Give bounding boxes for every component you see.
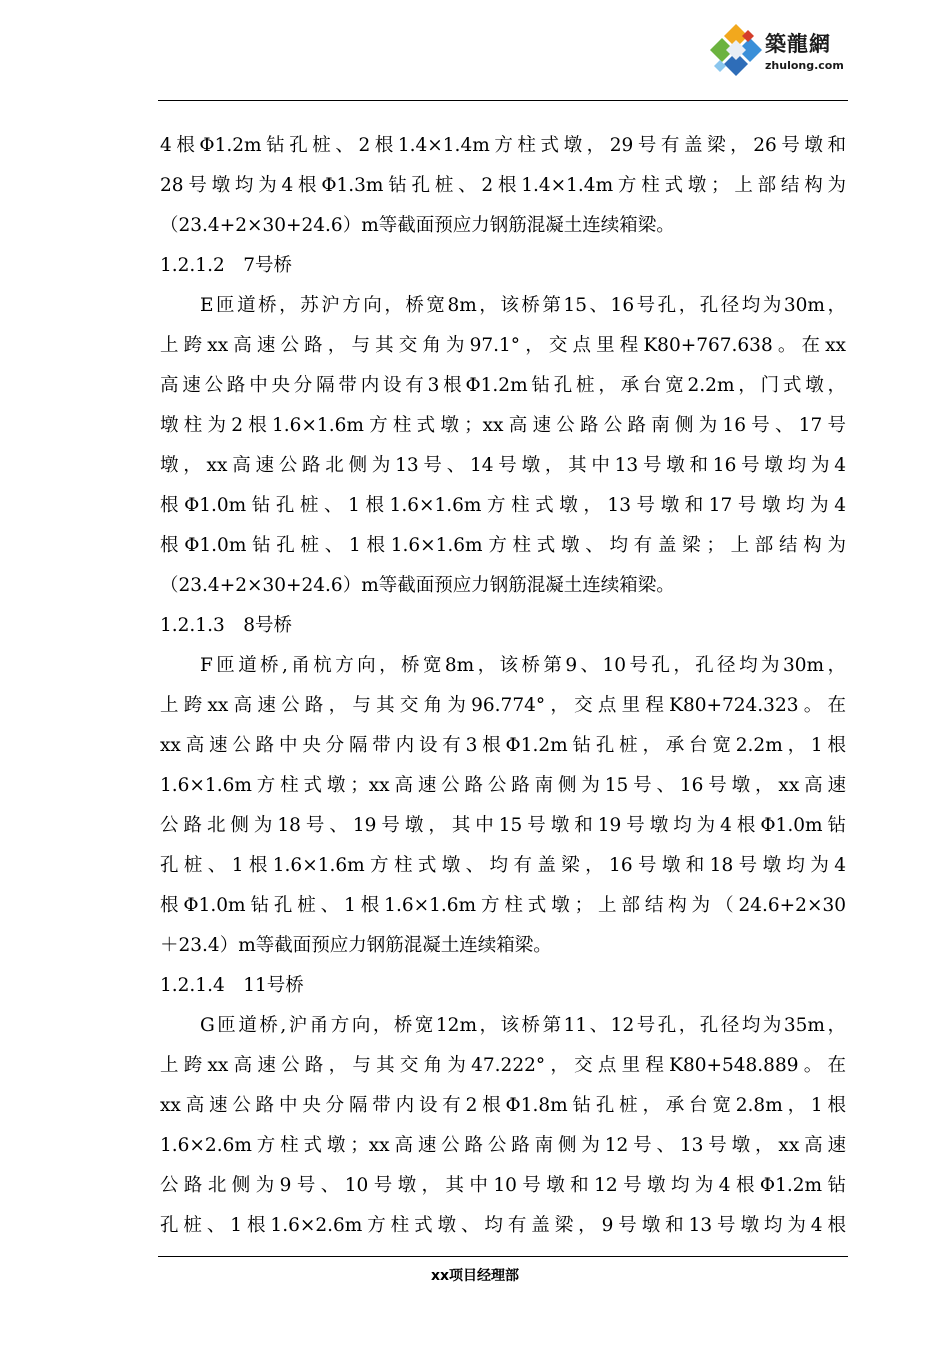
text-line: （23.4+2×30+24.6）m等截面预应力钢筋混凝土连续箱梁。 [160, 215, 675, 236]
text-line: 公路北侧为9号、10号墩，其中10号墩和12号墩均为4根Φ1.2m钻 [160, 1175, 846, 1196]
text-line: F匝道桥,甬杭方向，桥宽8m，该桥第9、10号孔，孔径均为30m， [200, 655, 846, 676]
header-divider [158, 100, 848, 101]
text-line: 高速公路中央分隔带内设有3根Φ1.2m钻孔桩，承台宽2.2m，门式墩， [160, 375, 846, 396]
footer-divider [158, 1256, 848, 1257]
text-line: 公路北侧为18号、19号墩，其中15号墩和19号墩均为4根Φ1.0m钻 [160, 815, 846, 836]
text-line: 28号墩均为4根Φ1.3m钻孔桩、2根1.4×1.4m方柱式墩；上部结构为 [160, 175, 846, 196]
text-line: 1.6×2.6m方柱式墩；xx高速公路公路南侧为12号、13号墩，xx高速 [160, 1135, 846, 1156]
text-line: 上跨xx高速公路，与其交角为97.1°，交点里程K80+767.638。在xx [160, 335, 846, 356]
text-line: 孔桩、1根1.6×2.6m方柱式墩、均有盖梁，9号墩和13号墩均为4根 [160, 1215, 846, 1236]
text-line: G匝道桥,沪甬方向，桥宽12m，该桥第11、12号孔，孔径均为35m， [200, 1015, 846, 1036]
text-line: ＋23.4）m等截面预应力钢筋混凝土连续箱梁。 [160, 935, 552, 956]
text-line: 根Φ1.0m钻孔桩、1根1.6×1.6m方柱式墩，13号墩和17号墩均为4 [160, 495, 846, 516]
text-line: xx高速公路中央分隔带内设有3根Φ1.2m钻孔桩，承台宽2.2m，1根 [160, 735, 846, 756]
text-line: 孔桩、1根1.6×1.6m方柱式墩、均有盖梁，16号墩和18号墩均为4 [160, 855, 846, 876]
text-line: 1.6×1.6m方柱式墩；xx高速公路公路南侧为15号、16号墩，xx高速 [160, 775, 846, 796]
text-line: 上跨xx高速公路，与其交角为96.774°，交点里程K80+724.323。在 [160, 695, 846, 716]
logo-chinese-text: 築龍網 [765, 32, 831, 56]
text-line: 上跨xx高速公路，与其交角为47.222°，交点里程K80+548.889。在 [160, 1055, 846, 1076]
text-line: 1.2.1.2 7号桥 [160, 255, 292, 276]
zhulong-logo [708, 22, 858, 80]
text-line: 根Φ1.0m钻孔桩、1根1.6×1.6m方柱式墩；上部结构为（24.6+2×30 [160, 895, 846, 916]
text-line: 墩，xx高速公路北侧为13号、14号墩，其中13号墩和16号墩均为4 [160, 455, 846, 476]
footer-project-office: xx项目经理部 [430, 1268, 520, 1284]
text-line: 根Φ1.0m钻孔桩、1根1.6×1.6m方柱式墩、均有盖梁；上部结构为 [160, 535, 846, 556]
text-line: 4根Φ1.2m钻孔桩、2根1.4×1.4m方柱式墩，29号有盖梁，26号墩和 [160, 135, 846, 156]
diamond-logo-icon [708, 22, 764, 78]
text-line: xx高速公路中央分隔带内设有2根Φ1.8m钻孔桩，承台宽2.8m，1根 [160, 1095, 846, 1116]
document-body [160, 126, 846, 1246]
text-line: （23.4+2×30+24.6）m等截面预应力钢筋混凝土连续箱梁。 [160, 575, 675, 596]
logo-domain-text: zhulong.com [765, 59, 844, 72]
text-line: 1.2.1.3 8号桥 [160, 615, 292, 636]
text-line: 1.2.1.4 11号桥 [160, 975, 304, 996]
text-line: 墩柱为2根1.6×1.6m方柱式墩；xx高速公路公路南侧为16号、17号 [160, 415, 846, 436]
text-line: E匝道桥，苏沪方向，桥宽8m，该桥第15、16号孔，孔径均为30m， [200, 295, 846, 316]
